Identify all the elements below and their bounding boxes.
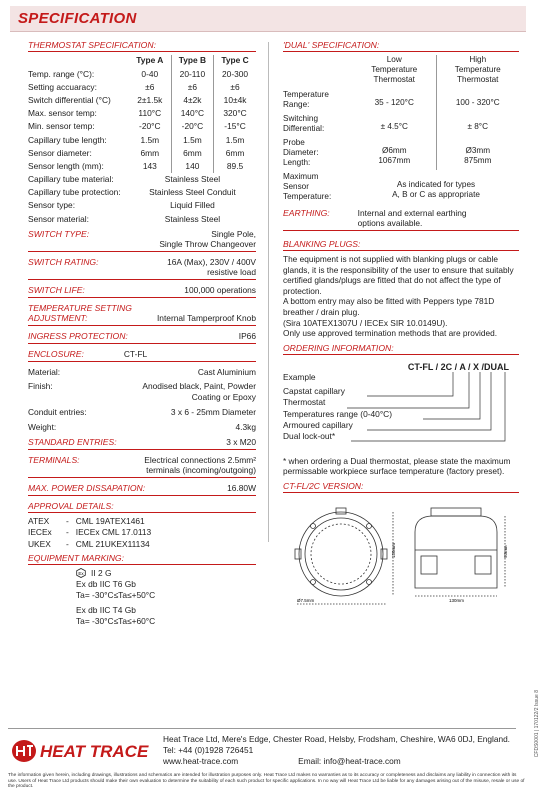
finish-key: Finish: [28,381,53,392]
earthing-value: Internal and external earthing options available. [357,208,467,228]
terminals-label: TERMINALS: [28,455,80,466]
document-id: CFDS0001 | 170122/2 Issue 8 [534,690,540,758]
company-tel: Tel: +44 (0)1928 726451 [163,745,254,755]
dual-row-label: Switching Differential: [283,114,325,133]
switch-life-label: SWITCH LIFE: [28,285,85,296]
enclosure-label: ENCLOSURE: [28,349,84,360]
ordering-heading: ORDERING INFORMATION: [283,343,519,355]
cell-type-c: 89.5 [214,159,256,172]
enclosure-section [28,349,256,362]
cell-type-c: ±6 [214,80,256,93]
table-row [28,80,256,93]
row-label: Sensor type: [28,200,76,211]
dual-cell-low: ± 4.5°C [380,122,408,131]
dual-spec-table [283,55,519,204]
row-label: Switch differential (°C) [28,94,111,105]
entries-section [28,437,256,450]
row-value: Stainless Steel [164,213,221,224]
temp-adjust-section [28,303,256,326]
conduit-value: 3 x 6 - 25mm Diameter [170,407,256,418]
row-value: Stainless Steel Conduit [149,187,236,198]
switch-life-section [28,285,256,298]
entries-label: STANDARD ENTRIES: [28,437,117,448]
conduit-row [28,407,256,418]
cell-type-b: 4±2k [171,93,213,106]
col-header-type-b: Type B [171,55,213,67]
enclosure-front-view [295,508,393,604]
dual-cell-high: 100 - 320°C [436,88,519,112]
table-header-row [28,55,256,67]
cell-type-b: -20°C [171,120,213,133]
marking-line-3: Ta= -30°C≤Ta≤+50°C [76,589,156,600]
page-title: SPECIFICATION [18,10,137,27]
row-label: Capillary tube length: [28,134,107,145]
order-example-label: Example [283,371,316,382]
material-key: Material: [28,367,61,378]
temp-adjust-label: TEMPERATURE SETTING ADJUSTMENT: [28,303,132,324]
weight-key: Weight: [28,422,57,433]
conduit-key: Conduit entries: [28,407,87,418]
heat-trace-logo [10,738,150,764]
table-row [28,67,256,80]
dual-row-label: Probe Diameter: Length: [283,138,319,167]
row-label: Min. sensor temp: [28,121,95,132]
ex-hexagon-icon [76,568,86,578]
row-label: Temp. range (°C): [28,68,95,79]
row-label: Max. sensor temp: [28,108,97,119]
switch-type-label: SWITCH TYPE: [28,229,90,240]
dim-diameter: Ø7.5mm [297,597,315,603]
cell-type-c: -15°C [214,120,256,133]
cell-type-a: -20°C [139,121,161,132]
enclosure-value: CT-FL [123,349,148,360]
company-address: Heat Trace Ltd, Mere's Edge, Chester Road, Helsby, Frodsham, Cheshire, WA6 0DJ, England. [163,734,510,744]
order-connector-lines [283,358,519,450]
thermostat-spec-table [28,55,256,225]
dual-header-high: High Temperature Thermostat [436,55,519,88]
weight-value: 4.3kg [235,422,256,433]
switch-rating-value: 16A (Max), 230V / 400V resistive load [167,257,256,278]
cell-type-a: 1.5m [140,134,160,145]
cell-type-c: 1.5m [214,133,256,146]
approval-heading: APPROVAL DETAILS: [28,501,256,513]
weight-row [28,422,256,433]
approval-scheme: IECEx [28,527,52,538]
order-line-4: Dual lock-out* [283,431,336,442]
table-row [28,159,256,172]
marking-line-4: Ex db IIC T4 Gb [76,604,136,615]
cell-type-c: 20-300 [214,67,256,80]
dual-header-low: Low Temperature Thermostat [371,55,418,84]
company-website-link[interactable]: www.heat-trace.com [163,756,239,766]
thermostat-rows [28,67,256,173]
ingress-section [28,331,256,344]
marking-heading: EQUIPMENT MARKING: [28,553,256,565]
cell-type-b: 140 [171,159,213,172]
blanking-para-1: The equipment is not supplied with blanking plugs or cable glands, it is the responsibility of the user to ensure that suitably certified glands/plugs are fitted that do not affect the type of protection. [283,254,514,296]
col-header-type-a: Type A [136,55,164,65]
row-value: Liquid Filled [170,200,215,211]
logo-brand-text: HEAT TRACE [40,742,149,761]
terminals-section [28,455,256,478]
cell-type-c: 10±4k [214,93,256,106]
material-value: Cast Aluminium [197,367,256,378]
thermostat-spec-heading: THERMOSTAT SPECIFICATION: [28,40,256,52]
blanking-para-4: Only use approved termination methods that are provided. [283,328,497,339]
dim-width: 130mm [449,597,465,603]
approval-cert: - CML 21UKEX11134 [66,538,150,549]
thermostat-span-rows [28,173,256,226]
cell-type-c: 6mm [214,146,256,159]
cell-type-b: ±6 [171,80,213,93]
cell-type-a: 110°C [138,108,162,119]
approval-list [28,516,256,550]
switch-type-value: Single Pole, Single Throw Changeover [159,229,256,250]
dual-rows [283,88,519,204]
marking-line-2: Ex db IIC T6 Gb [76,578,136,589]
switch-life-value: 100,000 operations [184,285,256,296]
ordering-diagram [283,358,519,450]
table-row [28,107,256,120]
equipment-marking [76,568,256,627]
svg-text:Ex: Ex [78,571,84,577]
table-row [283,88,519,112]
max-power-value: 16.80W [227,483,256,494]
switch-rating-label: SWITCH RATING: [28,257,99,268]
cell-type-c: 320°C [214,107,256,120]
finish-value: Anodised black, Paint, Powder Coating or Epoxy [142,381,256,403]
dual-cell-low: Ø6mm 1067mm [378,146,411,165]
table-row [28,146,256,159]
row-label: Capillary tube protection: [28,187,121,198]
entries-value: 3 x M20 [226,437,256,448]
finish-row [28,381,256,403]
row-label: Setting accuaracy: [28,81,97,92]
dim-height-2: 93mm [503,545,508,558]
company-email-link[interactable]: Email: info@heat-trace.com [298,756,401,766]
cell-type-a: 143 [142,160,157,171]
dual-cell-low: 35 - 120°C [374,98,414,107]
list-item [28,539,256,550]
table-row [28,133,256,146]
switch-rating-section [28,257,256,280]
logo-mark [10,738,150,764]
list-item [28,516,256,527]
table-row [28,186,256,199]
cell-type-a: 6mm [140,147,160,158]
order-line-3: Armoured capillary [283,419,353,430]
table-row [283,112,519,136]
switch-type-section [28,229,256,252]
col-header-type-c: Type C [214,55,256,67]
version-heading: CT-FL/2C VERSION: [283,481,519,493]
terminals-value: Electrical connections 2.5mm² terminals (incoming/outgoing) [144,455,256,476]
table-row [283,170,519,204]
column-divider [268,42,269,542]
approval-scheme: UKEX [28,538,51,549]
dual-row-label: Temperature Range: [283,90,329,109]
marking-line-5: Ta= -30°C≤Ta≤+60°C [76,615,156,626]
blanking-para-3: (Sira 10ATEX1307U / IECEx SIR 10.0149U). [283,317,448,328]
max-power-label: MAX. POWER DISSAPATION: [28,483,146,494]
dual-row-label: Maximum Sensor Temperature: [283,172,332,201]
dual-cell-high: ± 8°C [436,112,519,136]
temp-adjust-value: Internal Tamperproof Knob [156,313,256,324]
table-row [28,199,256,212]
cell-type-b: 6mm [171,146,213,159]
table-row [283,136,519,170]
cell-type-a: 2±1.5k [137,94,163,105]
dual-row-span: As indicated for types A, B or C as appropriate [392,180,480,199]
row-label: Sensor length (mm): [28,160,104,171]
table-row [28,212,256,225]
table-row [28,120,256,133]
row-label: Capillary tube material: [28,174,114,185]
order-code: CT-FL / 2C / A / X /DUAL [407,361,509,372]
footer-address [163,734,510,767]
dual-cell-high: Ø3mm 875mm [436,136,519,170]
cell-type-b: 1.5m [171,133,213,146]
earthing-section [283,208,519,231]
list-item [28,527,256,538]
approval-cert: - CML 19ATEX1461 [66,516,145,527]
ingress-value: IP66 [238,331,256,342]
row-value: Stainless Steel [164,174,221,185]
blanking-para-2: A bottom entry may also be fitted with Peppers type 781D breather / drain plug. [283,296,495,317]
cell-type-b: 20-110 [171,67,213,80]
order-line-2: Temperatures range (0-40°C) [283,408,393,419]
max-power-section [28,483,256,496]
approval-scheme: ATEX [28,516,50,527]
marking-line-1: II 2 G [91,567,112,578]
row-label: Sensor material: [28,213,89,224]
cell-type-a: ±6 [145,81,155,92]
cell-type-b: 140°C [171,107,213,120]
right-column [283,40,519,620]
blanking-heading: BLANKING PLUGS: [283,239,519,251]
cell-type-a: 0-40 [141,68,159,79]
dual-spec-heading: 'DUAL' SPECIFICATION: [283,40,519,52]
enclosure-drawing [283,496,519,618]
disclaimer: The information given herein, including drawings, illustrations and schematics are intended for illustration purposes only. Heat Trace Ltd makes no warranties as to its accuracy or completeness and disclaims any liability in connection with its use. Users of Heat Trace Ltd products should make their own evaluation to determine the suitability of each such product for specific applications. In no way will Heat Trace Ltd be liable for any damages arising out of the misuse, resale or use of the product. [8,773,525,789]
row-label: Sensor diameter: [28,147,92,158]
material-row [28,367,256,378]
ordering-note: * when ordering a Dual thermostat, please state the maximum permissable workpiece surface temperature (factory preset). [283,455,511,477]
approval-cert: - IECEx CML 17.0113 [66,527,152,538]
ingress-label: INGRESS PROTECTION: [28,331,128,342]
table-row [28,93,256,106]
earthing-label: EARTHING: [283,208,330,218]
enclosure-side-view [415,508,505,596]
title-bar [10,6,526,32]
footer-divider [8,728,516,729]
table-row [28,173,256,186]
order-line-1: Capstat capillary Thermostat [283,386,345,408]
dim-height-1: 130mm [391,542,396,558]
left-column [28,40,256,627]
